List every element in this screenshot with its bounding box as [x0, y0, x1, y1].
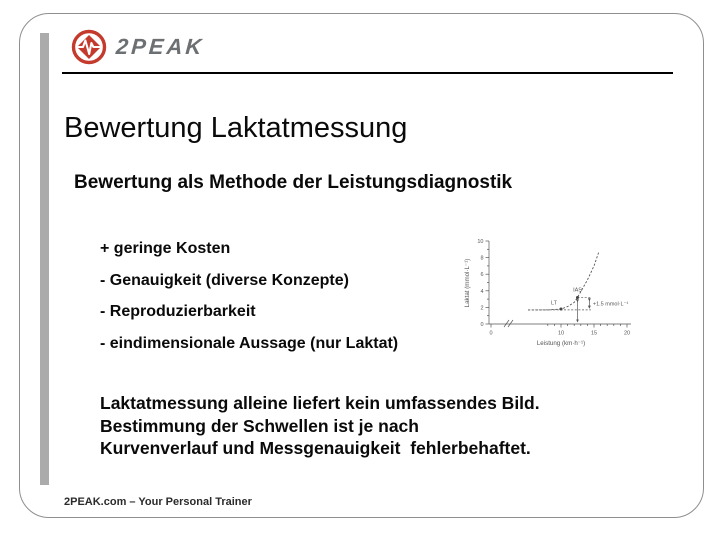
- slide-title: Bewertung Laktatmessung: [64, 112, 408, 144]
- svg-text:2: 2: [480, 305, 484, 312]
- x-axis-break: [504, 320, 513, 327]
- summary-line: Laktatmessung alleine liefert kein umfassendes Bild.: [100, 393, 540, 413]
- footer-tagline: 2PEAK.com – Your Personal Trainer: [64, 496, 252, 508]
- chart-annotations: [528, 287, 629, 321]
- y-axis-label: Laktat (mmol·L⁻¹): [464, 258, 471, 308]
- threshold-point-ias: [576, 296, 579, 299]
- brand-logo: [70, 28, 204, 66]
- svg-text:8: 8: [480, 255, 484, 262]
- lactate-curve-chart: [461, 231, 641, 358]
- lactate-curve: [528, 253, 599, 310]
- svg-text:0: 0: [489, 330, 493, 337]
- bullet-item: + geringe Kosten: [100, 240, 231, 257]
- brand-name: 2PEAK: [115, 34, 206, 59]
- svg-text:20: 20: [623, 330, 631, 337]
- summary-line: Kurvenverlauf und Messgenauigkeit fehlerbehaftet.: [100, 438, 531, 458]
- svg-text:+1.5 mmol·L⁻¹: +1.5 mmol·L⁻¹: [592, 301, 629, 308]
- svg-text:10: 10: [477, 239, 484, 245]
- svg-text:6: 6: [480, 272, 484, 279]
- bullet-item: - Genauigkeit (diverse Konzepte): [100, 271, 349, 289]
- bullet-list: [100, 240, 398, 366]
- svg-text:10: 10: [557, 330, 565, 337]
- left-accent-bar: [40, 33, 49, 485]
- header-divider: [62, 72, 673, 74]
- x-axis-label: Leistung (km·h⁻¹): [536, 340, 586, 347]
- svg-text:IAS: IAS: [573, 287, 582, 294]
- svg-text:15: 15: [590, 330, 598, 337]
- threshold-point-lt: [560, 308, 563, 311]
- summary-text: [100, 392, 540, 460]
- summary-line: Bestimmung der Schwellen ist je nach: [100, 415, 419, 436]
- svg-text:0: 0: [480, 322, 484, 328]
- slide-subtitle: Bewertung als Methode der Leistungsdiagnostik: [74, 172, 513, 193]
- svg-text:4: 4: [480, 288, 484, 295]
- pulse-heartbeat-icon: [70, 28, 108, 66]
- bullet-item: - Reproduzierbarkeit: [100, 303, 256, 320]
- bullet-item: - eindimensionale Aussage (nur Laktat): [100, 334, 399, 352]
- svg-text:LT: LT: [550, 300, 557, 307]
